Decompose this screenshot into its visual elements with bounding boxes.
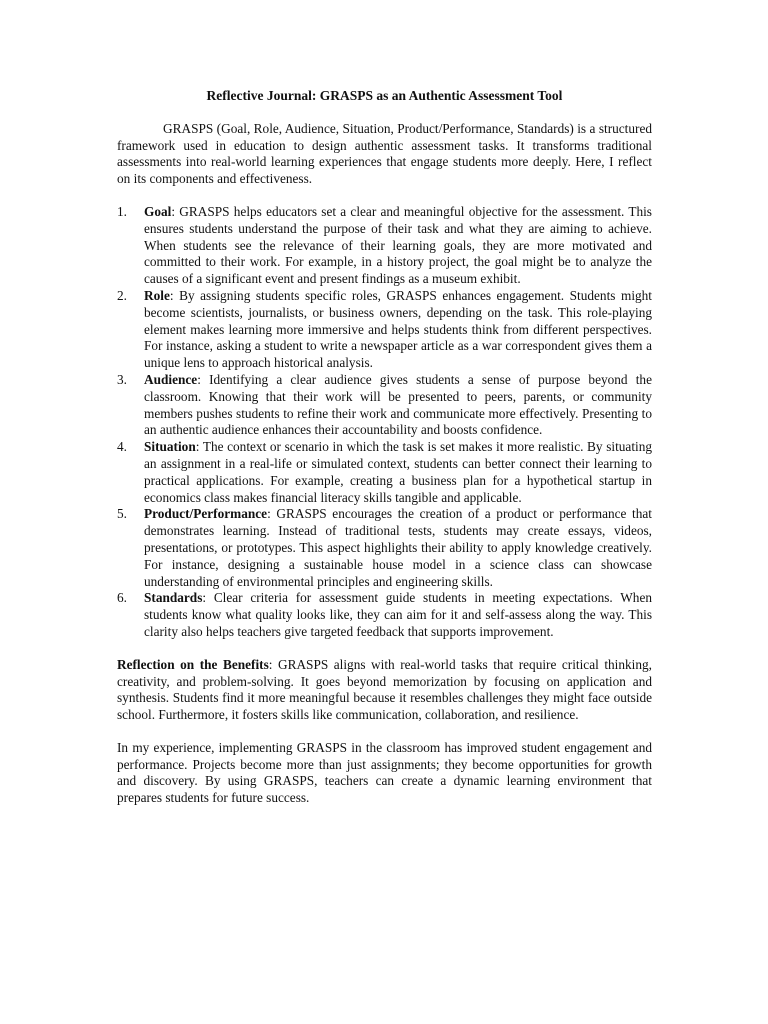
reflection-text: : GRASPS aligns with real-world tasks that require critical thinking, creativity, and problem-solving. It goes beyond memorization by focusing on application and synthesis. Students find it more meaningful because it resembles challenges they might face outside school. Furthermore, it fosters skills like communication, collaboration, and resilience. (117, 656, 652, 723)
list-item-audience (117, 372, 652, 439)
conclusion-paragraph: In my experience, implementing GRASPS in the classroom has improved student engagement and performance. Projects become more than just assignments; they become opportunities for growth and discovery. By using GRASPS, teachers can create a dynamic learning environment that prepares students for future success. (117, 739, 652, 806)
list-number: 4. (117, 439, 127, 455)
list-number: 3. (117, 371, 127, 387)
list-item-role (117, 288, 652, 372)
list-text: : GRASPS helps educators set a clear and meaningful objective for the assessment. This ensures students understand the purpose of their task and what they are aiming to achieve. When students see the relevance of their learning goals, they are more motivated and committed to their work. For example, in a history project, the goal might be to analyze the causes of a significant event and present findings as a museum exhibit. (144, 203, 652, 287)
document-title: Reflective Journal: GRASPS as an Authentic Assessment Tool (206, 88, 563, 103)
list-text: : By assigning students specific roles, GRASPS enhances engagement. Students might become scientists, journalists, or business owners, depending on the task. This role-playing element makes learning more immersive and helps students think from different perspectives. For instance, asking a student to write a newspaper article as a war correspondent gives them a unique lens to approach historical analysis. (144, 287, 652, 371)
intro-paragraph: GRASPS (Goal, Role, Audience, Situation, Product/Performance, Standards) is a structured framework used in education to design authentic assessment tasks. It transforms traditional assessments into real-world learning experiences that engage students more deeply. Here, I reflect on its components and effectiveness. (117, 120, 652, 187)
list-text: : GRASPS encourages the creation of a product or performance that demonstrates learning. Instead of traditional tests, students may create essays, videos, presentations, or prototypes. This aspect highlights their ability to apply knowledge creatively. For instance, designing a sustainable house model in a science class can showcase understanding of environmental principles and engineering skills. (144, 506, 652, 589)
list-term: Role (144, 287, 170, 303)
reflection-heading: Reflection on the Benefits (117, 656, 269, 672)
list-term: Goal (144, 203, 172, 219)
document-page (117, 88, 652, 823)
list-text: : Clear criteria for assessment guide students in meeting expectations. When students know what quality looks like, they can aim for it and self-assess along the way. This clarity also helps teachers give targeted feedback that supports improvement. (144, 590, 652, 639)
list-number: 1. (117, 203, 127, 219)
components-list (117, 204, 652, 641)
list-text: : The context or scenario in which the task is set makes it more realistic. By situating an assignment in a real-life or simulated context, students can better connect their learning to practical applications. For example, creating a business plan for a hypothetical startup in economics class makes financial literacy skills tangible and applicable. (144, 439, 652, 505)
list-item-standards (117, 590, 652, 640)
list-term: Situation (144, 439, 196, 455)
list-item-goal (117, 204, 652, 288)
list-item-product-performance (117, 506, 652, 590)
list-term: Standards (144, 590, 203, 606)
list-term: Audience (144, 371, 198, 387)
list-number: 5. (117, 506, 127, 522)
list-number: 6. (117, 590, 127, 606)
list-item-situation (117, 439, 652, 506)
reflection-paragraph (117, 657, 652, 724)
list-term: Product/Performance (144, 506, 268, 522)
list-text: : Identifying a clear audience gives students a sense of purpose beyond the classroom. Knowing that their work will be presented to peers, parents, or community members pushes students to refine their work and communicate more effectively. Presenting to an authentic audience enhances their accountability and boosts confidence. (144, 371, 652, 438)
list-number: 2. (117, 287, 127, 303)
